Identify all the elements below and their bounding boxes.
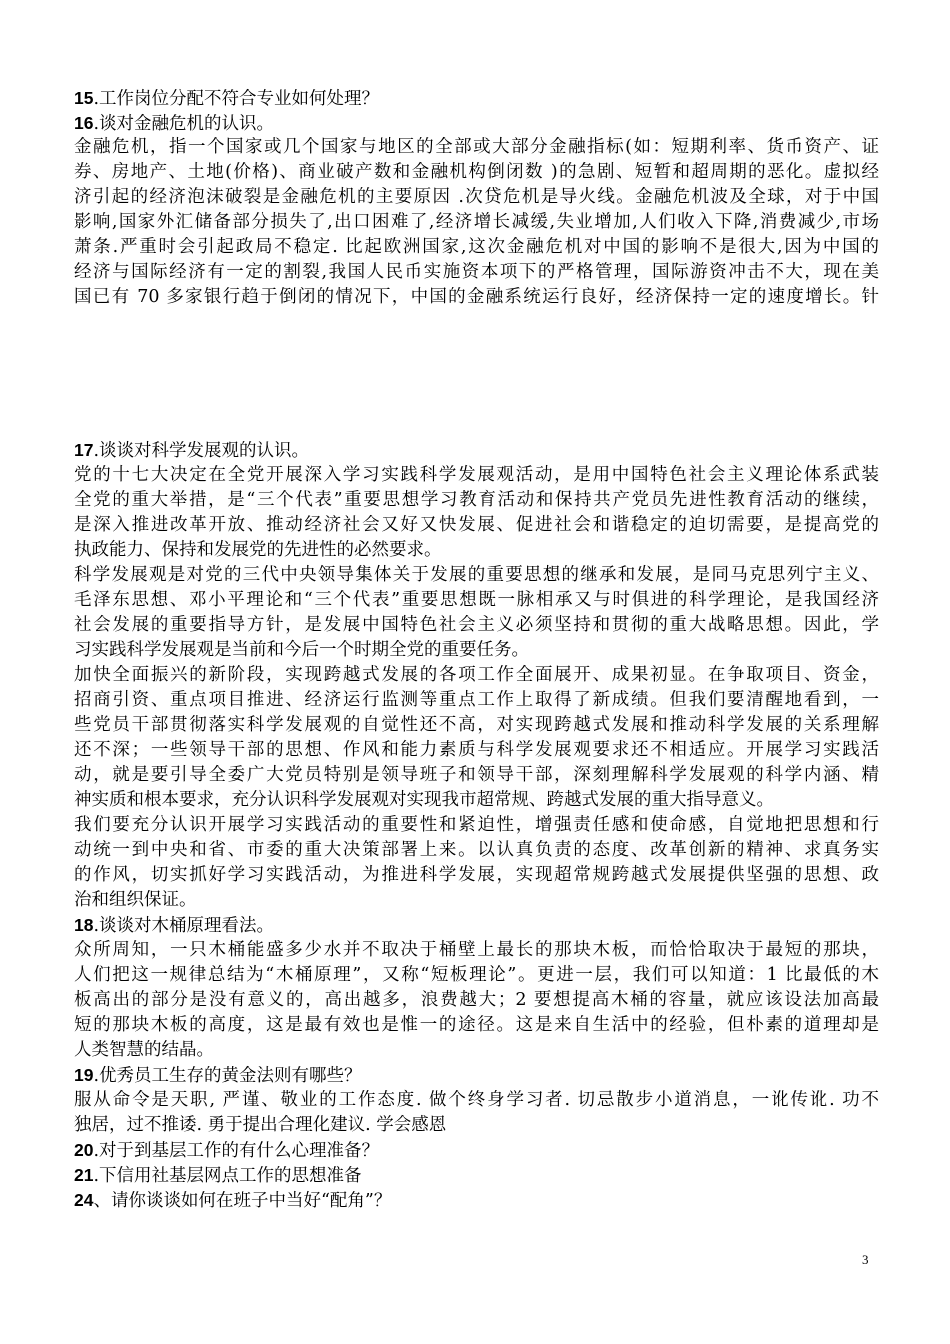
answer-17-line: 毛泽东思想、邓小平理论和“三个代表”重要思想既一脉相承又与时俱进的科学理论，是我国经济: [74, 590, 879, 610]
answer-18-line: 短的那块木板的高度，这是最有效也是惟一的途径。这是来自生活中的经验，但朴素的道理却是: [74, 1015, 879, 1035]
answer-16-line: 券、房地产、土地(价格)、商业破产数和金融机构倒闭数 )的急剧、短暂和超周期的恶化。虚拟经: [74, 162, 879, 182]
question-text: 下信用社基层网点工作的思想准备: [99, 1166, 362, 1186]
question-text: 谈谈对科学发展观的认识。: [99, 441, 310, 461]
question-17: 17.谈谈对科学发展观的认识。: [74, 440, 310, 461]
answer-18-line: 人类智慧的结晶。: [74, 1040, 214, 1060]
answer-19-line: 服从命令是天职, 严谨、敬业的工作态度. 做个终身学习者. 切忌散步小道消息，一讹传讹. 功不: [74, 1090, 879, 1110]
question-number: 16: [74, 113, 94, 133]
answer-18-line: 众所周知，一只木桶能盛多少水并不取决于桶壁上最长的那块木板，而恰恰取决于最短的那块，: [74, 940, 879, 960]
question-19: 19.优秀员工生存的黄金法则有哪些？: [74, 1065, 362, 1086]
answer-17-line: 些党员干部贯彻落实科学发展观的自觉性还不高，对实现跨越式发展和推动科学发展的关系理解: [74, 715, 879, 735]
answer-16-line: 经济与国际经济有一定的割裂,我国人民币实施资本项下的严格管理，国际游资冲击不大，现在美: [74, 262, 879, 282]
answer-17-line: 治和组织保证。: [74, 890, 197, 910]
answer-17-line: 执政能力、保持和发展党的先进性的必然要求。: [74, 540, 442, 560]
question-number: 18: [74, 915, 94, 935]
question-15: 15.工作岗位分配不符合专业如何处理？: [74, 88, 380, 109]
question-text: 谈谈对木桶原理看法。: [99, 916, 275, 936]
question-16: 16.谈对金融危机的认识。: [74, 113, 275, 134]
answer-17-line: 神实质和根本要求，充分认识科学发展观对实现我市超常规、跨越式发展的重大指导意义。: [74, 790, 774, 810]
answer-16-line: 济引起的经济泡沫破裂是金融危机的主要原因 .次贷危机是导火线。金融危机波及全球，对于中国: [74, 187, 879, 207]
question-number: 19: [74, 1065, 94, 1085]
question-20: 20.对于到基层工作的有什么心理准备？: [74, 1140, 380, 1161]
answer-17-line: 的作风，切实抓好学习实践活动，为推进科学发展，实现超常规跨越式发展提供坚强的思想、政: [74, 865, 879, 885]
answer-17-line: 招商引资、重点项目推进、经济运行监测等重点工作上取得了新成绩。但我们要清醒地看到，一: [74, 690, 879, 710]
question-number: 21: [74, 1165, 94, 1185]
question-24: 24、请你谈谈如何在班子中当好“配角”？: [74, 1190, 392, 1211]
question-number: 20: [74, 1140, 94, 1160]
answer-17-line: 社会发展的重要指导方针，是发展中国特色社会主义必须坚持和贯彻的重大战略思想。因此，学: [74, 615, 879, 635]
answer-17-line: 动统一到中央和省、市委的重大决策部署上来。以认真负责的态度、改革创新的精神、求真务实: [74, 840, 879, 860]
question-21: 21.下信用社基层网点工作的思想准备: [74, 1165, 362, 1186]
question-18: 18.谈谈对木桶原理看法。: [74, 915, 275, 936]
question-text: 对于到基层工作的有什么心理准备？: [99, 1141, 380, 1161]
answer-17-line: 习实践科学发展观是当前和今后一个时期全党的重要任务。: [74, 640, 529, 660]
answer-17-line: 加快全面振兴的新阶段，实现跨越式发展的各项工作全面展开、成果初显。在争取项目、资金，: [74, 665, 879, 685]
question-number: 17: [74, 440, 94, 460]
answer-17-line: 科学发展观是对党的三代中央领导集体关于发展的重要思想的继承和发展，是同马克思列宁主义、: [74, 565, 879, 585]
answer-18-line: 人们把这一规律总结为“木桶原理”，又称“短板理论”。更进一层，我们可以知道：1 比最低的木: [74, 965, 879, 985]
answer-16-line: 萧条.严重时会引起政局不稳定. 比起欧洲国家,这次金融危机对中国的影响不是很大,因为中国的: [74, 237, 879, 257]
answer-18-line: 板高出的部分是没有意义的，高出越多，浪费越大；2 要想提高木桶的容量，就应该设法加高最: [74, 990, 879, 1010]
answer-16-line: 金融危机，指一个国家或几个国家与地区的全部或大部分金融指标(如：短期利率、货币资产、证: [74, 137, 879, 157]
answer-17-line: 党的十七大决定在全党开展深入学习实践科学发展观活动，是用中国特色社会主义理论体系武装: [74, 465, 879, 485]
answer-16-line: 国已有 70 多家银行趋于倒闭的情况下，中国的金融系统运行良好，经济保持一定的速度增长。针: [74, 287, 879, 307]
question-text: 工作岗位分配不符合专业如何处理？: [99, 89, 380, 109]
answer-17-line: 全党的重大举措，是“三个代表”重要思想学习教育活动和保持共产党员先进性教育活动的继续，: [74, 490, 879, 510]
page-number: 3: [862, 1252, 869, 1267]
answer-19-line: 独居，过不推诿. 勇于提出合理化建议. 学会感恩: [74, 1115, 447, 1135]
question-number: 15: [74, 88, 94, 108]
question-text: 谈对金融危机的认识。: [99, 114, 275, 134]
answer-17-line: 我们要充分认识开展学习实践活动的重要性和紧迫性，增强责任感和使命感，自觉地把思想和行: [74, 815, 879, 835]
question-text: 请你谈谈如何在班子中当好“配角”？: [110, 1191, 392, 1211]
question-number: 24: [74, 1190, 94, 1210]
question-text: 优秀员工生存的黄金法则有哪些？: [99, 1066, 362, 1086]
answer-16-line: 影响,国家外汇储备部分损失了,出口困难了,经济增长减缓,失业增加,人们收入下降,消费减少,市场: [74, 212, 879, 232]
answer-17-line: 是深入推进改革开放、推动经济社会又好又快发展、促进社会和谐稳定的迫切需要，是提高党的: [74, 515, 879, 535]
answer-17-line: 还不深；一些领导干部的思想、作风和能力素质与科学发展观要求还不相适应。开展学习实践活: [74, 740, 879, 760]
answer-17-line: 动，就是要引导全委广大党员特别是领导班子和领导干部，深刻理解科学发展观的科学内涵、精: [74, 765, 879, 785]
